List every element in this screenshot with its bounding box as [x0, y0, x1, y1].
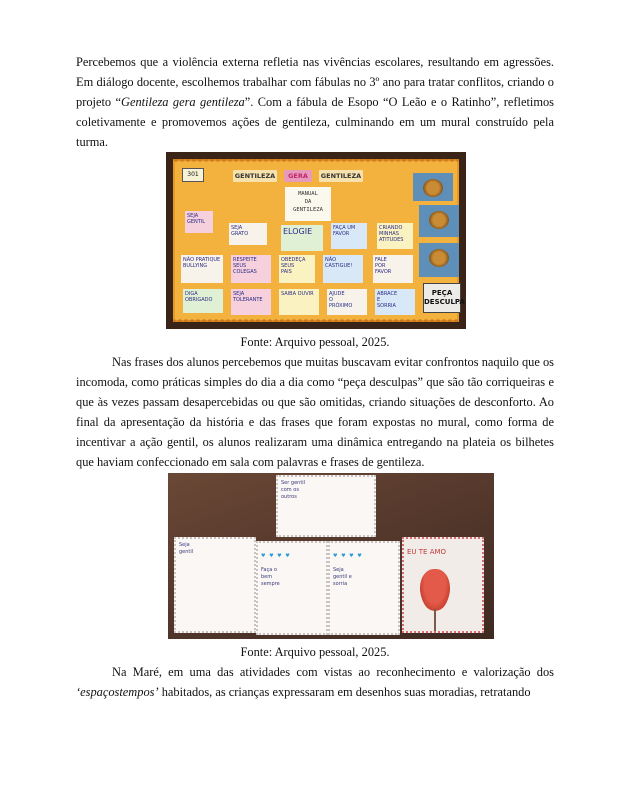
figure2-caption: Fonte: Arquivo pessoal, 2025.	[240, 645, 390, 659]
kindness-note: AJUDE O PRÓXIMO	[327, 289, 367, 315]
title-word: GENTILEZA	[320, 172, 362, 180]
kindness-note: OBEDEÇA SEUS PAIS	[279, 255, 315, 283]
kindness-note: DIGA OBRIGADO	[183, 289, 223, 313]
kindness-note: SEJA GENTIL	[185, 211, 213, 233]
kindness-note: FALE POR FAVOR	[373, 255, 413, 283]
kindness-note: CRIANDO MINHAS ATITUDES	[377, 223, 413, 249]
mural-photo	[166, 152, 466, 329]
kindness-note: FAÇA UM FAVOR	[331, 223, 367, 249]
kindness-note: SAIBA OUVIR	[279, 289, 319, 315]
kindness-note: ELOGIE	[281, 225, 323, 251]
hearts-decoration: ♥ ♥ ♥ ♥	[261, 553, 291, 559]
title-word: GENTILEZA	[234, 172, 276, 180]
paragraph-mare-activity: Na Maré, em uma das atividades com vistas ao reconhecimento e valorização dos ‘espaçostempos’ habitados, as crianças expressaram em desenhos suas moradias, retratando	[76, 665, 554, 699]
figure1-caption: Fonte: Arquivo pessoal, 2025.	[240, 335, 390, 349]
kindness-ticket: Ser gentil com os outros	[276, 475, 376, 537]
kindness-note: ABRACE E SORRIA	[375, 289, 415, 315]
kindness-note: NÃO PRATIQUE BULLYING	[181, 255, 223, 283]
lion-picture	[419, 243, 459, 277]
kindness-note: RESPEITE SEUS COLEGAS	[231, 255, 271, 283]
lion-picture	[413, 173, 453, 201]
espacostempos-term: ‘espaçostempos’	[76, 685, 159, 699]
paragraph-project-intro: Percebemos que a violência externa refletia nas vivências escolares, resultando em agressões. Em diálogo docente, escolhemos trabalhar com fábulas no 3º ano para tratar conflitos, criando o projeto “Gentileza gera gentileza”. Com a fábula de Esopo “O Leão e o Ratinho”, refletimos coletivamente e promovemos ações de gentileza, culminando em um mural construído pela turma.	[76, 55, 554, 149]
kindness-note: SEJA TOLERANTE	[231, 289, 271, 315]
lion-picture	[419, 205, 459, 237]
peca-desculpa-sign: PEÇA DESCULPA	[423, 283, 461, 313]
kindness-note: NÃO CASTIGUE!	[323, 255, 363, 283]
title-word: GERA	[284, 170, 312, 182]
class-tag: 301	[182, 168, 204, 182]
kindness-ticket: Seja gentil	[174, 537, 256, 633]
manual-title-sign: MANUAL DA GENTILEZA	[285, 187, 331, 221]
kindness-ticket: ♥ ♥ ♥ ♥ Faça o bem sempre	[256, 541, 328, 635]
heart-ticket: EU TE AMO	[402, 537, 484, 633]
paragraph-student-phrases: Nas frases dos alunos percebemos que muitas buscavam evitar confrontos naquilo que os incomoda, como práticas simples do dia a dia como “peça desculpas” que são tão corriqueiras e que às vezes passam desapercebidas ou que são omitidas, criando situações de desconforto. Ao final da apresentação da história e das frases que foram expostas no mural, como forma de incentivar a ação gentil, os alunos realizaram uma dinâmica entregando na plateia os bilhetes que haviam confeccionado em sala com palavras e frases de gentileza.	[76, 355, 554, 469]
project-name: Gentileza gera gentileza	[121, 95, 245, 109]
kindness-ticket: ♥ ♥ ♥ ♥ Seja gentil e sorria	[328, 541, 400, 635]
bulletin-board	[173, 159, 465, 322]
kindness-note: SEJA GRATO	[229, 223, 267, 245]
bilhetes-photo	[168, 473, 494, 639]
hearts-decoration: ♥ ♥ ♥ ♥	[333, 553, 363, 559]
heart-drawing	[420, 569, 450, 611]
